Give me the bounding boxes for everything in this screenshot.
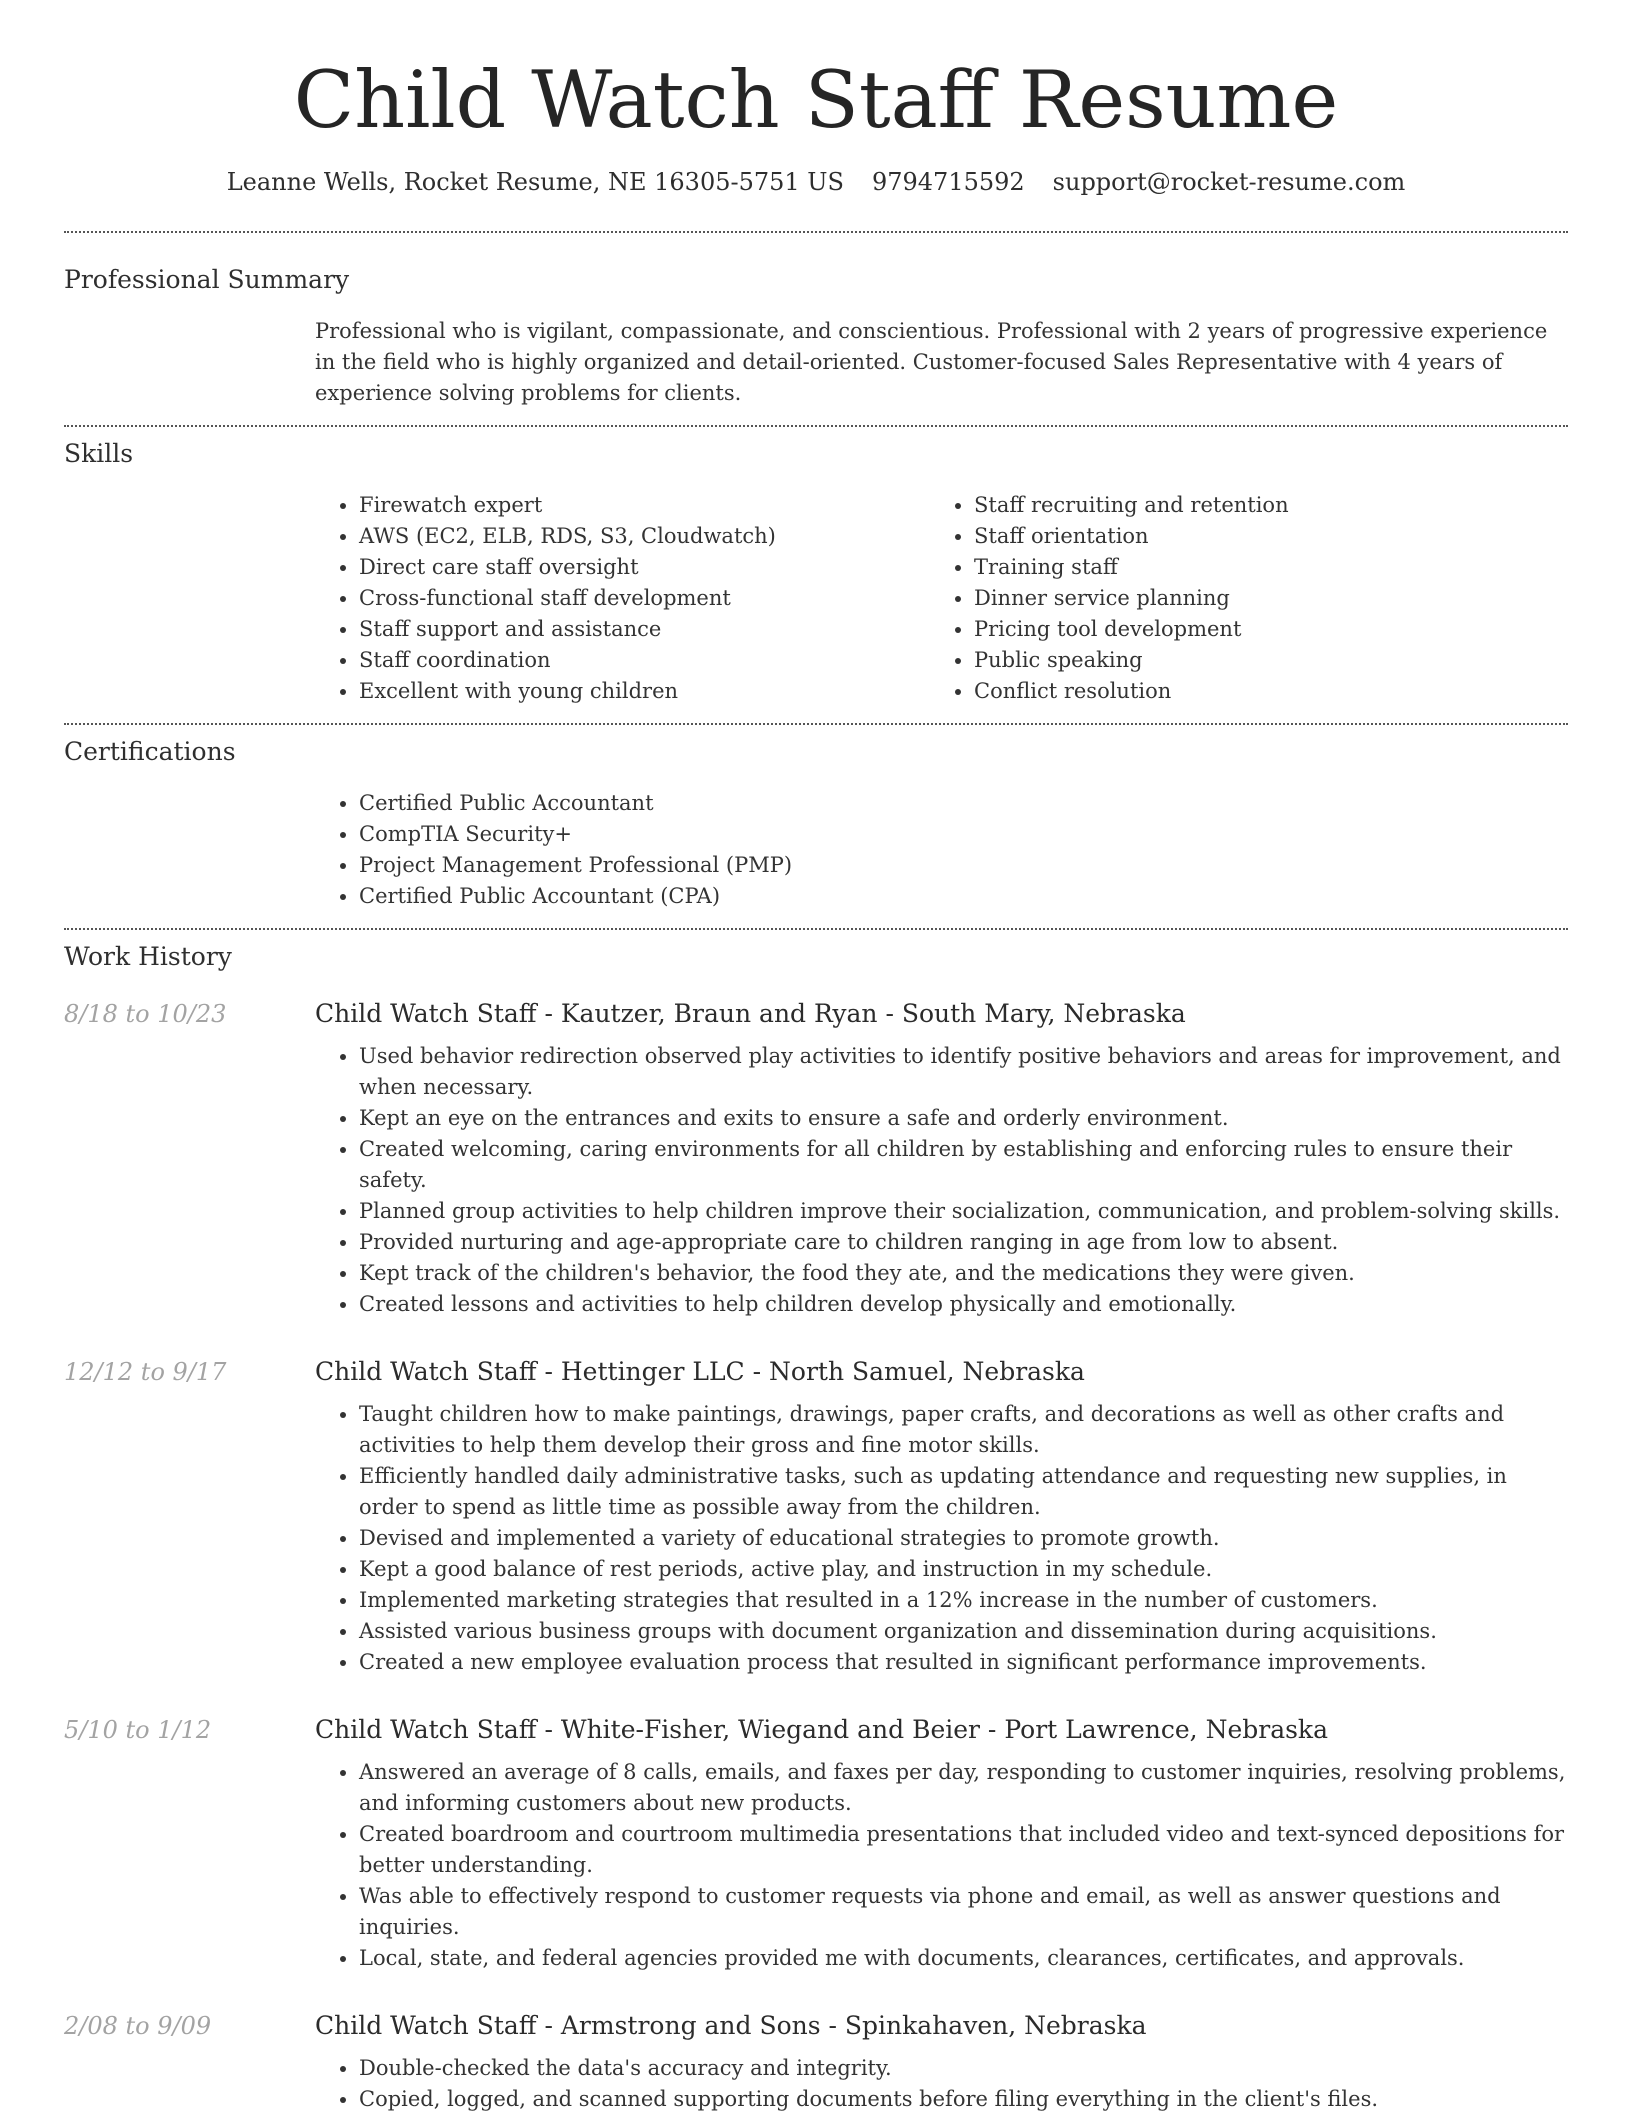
job-dates: 2/08 to 9/09 — [64, 2012, 212, 2040]
summary-heading: Professional Summary — [64, 265, 350, 294]
skill-item: • Staff coordination — [359, 645, 930, 676]
job-title: Child Watch Staff - Kautzer, Braun and Ryan - South Mary, Nebraska — [315, 999, 1186, 1028]
skill-item: • Staff orientation — [974, 521, 1545, 552]
job-bullet: • Local, state, and federal agencies provided me with documents, clearances, certificates, and approvals. — [359, 1943, 1568, 1974]
job-bullet: • Created lessons and activities to help children develop physically and emotionally. — [359, 1289, 1568, 1320]
job-dates: 12/12 to 9/17 — [64, 1358, 227, 1386]
job-entry — [64, 1355, 1568, 1678]
skills-left-column — [315, 490, 930, 707]
skills-right-column — [930, 490, 1545, 707]
work-history-heading: Work History — [64, 942, 232, 971]
resume-header — [64, 50, 1568, 198]
summary-text: Professional who is vigilant, compassionate, and conscientious. Professional with 2 years of progressive experience in the field who is highly organized and detail-oriented. Customer-focused Sales Representative with 4 years of experience solving problems for clients. — [315, 319, 1548, 405]
job-bullet: • Used behavior redirection observed play activities to identify positive behaviors and areas for improvement, and when necessary. — [359, 1041, 1568, 1103]
job-entry — [64, 2009, 1568, 2112]
job-title: Child Watch Staff - White-Fisher, Wiegand and Beier - Port Lawrence, Nebraska — [315, 1715, 1328, 1744]
job-bullet: • Taught children how to make paintings, drawings, paper crafts, and decorations as well as other crafts and activities to help them develop their gross and fine motor skills. — [359, 1399, 1568, 1461]
skill-item: • Public speaking — [974, 645, 1545, 676]
certifications-section — [64, 725, 1568, 928]
job-bullet: • Devised and implemented a variety of educational strategies to promote growth. — [359, 1523, 1568, 1554]
work-history-section — [64, 930, 1568, 2112]
job-bullet: • Was able to effectively respond to customer requests via phone and email, as well as answer questions and inquiries. — [359, 1881, 1568, 1943]
job-bullet: • Kept a good balance of rest periods, active play, and instruction in my schedule. — [359, 1554, 1568, 1585]
skills-heading: Skills — [64, 439, 134, 468]
skill-item: • Excellent with young children — [359, 676, 930, 707]
job-bullet: • Answered an average of 8 calls, emails, and faxes per day, responding to customer inquiries, resolving problems, and informing customers about new products. — [359, 1757, 1568, 1819]
skill-item: • Cross-functional staff development — [359, 583, 930, 614]
job-bullet: • Planned group activities to help children improve their socialization, communication, and problem-solving skills. — [359, 1196, 1568, 1227]
certifications-heading: Certifications — [64, 737, 236, 766]
certification-item: • Certified Public Accountant (CPA) — [359, 881, 1568, 912]
job-title: Child Watch Staff - Hettinger LLC - North Samuel, Nebraska — [315, 1357, 1085, 1386]
job-title: Child Watch Staff - Armstrong and Sons - Spinkahaven, Nebraska — [315, 2011, 1147, 2040]
job-bullet: • Provided nurturing and age-appropriate care to children ranging in age from low to absent. — [359, 1227, 1568, 1258]
job-entry — [64, 1713, 1568, 1974]
job-dates: 8/18 to 10/23 — [64, 1000, 227, 1028]
job-entry — [64, 997, 1568, 1320]
skill-item: • Dinner service planning — [974, 583, 1545, 614]
skill-item: • Pricing tool development — [974, 614, 1545, 645]
job-bullet: • Created welcoming, caring environments for all children by establishing and enforcing rules to ensure their safety. — [359, 1134, 1568, 1196]
summary-section — [64, 233, 1568, 425]
skills-section — [64, 427, 1568, 723]
contact-phone: 9794715592 — [871, 168, 1025, 196]
skill-item: • Direct care staff oversight — [359, 552, 930, 583]
job-bullet: • Created boardroom and courtroom multimedia presentations that included video and text-synced depositions for better understanding. — [359, 1819, 1568, 1881]
skill-item: • AWS (EC2, ELB, RDS, S3, Cloudwatch) — [359, 521, 930, 552]
certification-item: • Project Management Professional (PMP) — [359, 850, 1568, 881]
contact-address: Leanne Wells, Rocket Resume, NE 16305-5751 US — [226, 168, 844, 196]
job-dates: 5/10 to 1/12 — [64, 1716, 212, 1744]
skill-item: • Staff recruiting and retention — [974, 490, 1545, 521]
job-bullet: • Copied, logged, and scanned supporting documents before filing everything in the client's files. — [359, 2084, 1568, 2112]
job-bullet: • Assisted various business groups with document organization and dissemination during acquisitions. — [359, 1616, 1568, 1647]
certification-item: • Certified Public Accountant — [359, 788, 1568, 819]
skill-item: • Firewatch expert — [359, 490, 930, 521]
job-bullet: • Created a new employee evaluation process that resulted in significant performance improvements. — [359, 1647, 1568, 1678]
job-bullet: • Kept track of the children's behavior, the food they ate, and the medications they were given. — [359, 1258, 1568, 1289]
skill-item: • Training staff — [974, 552, 1545, 583]
job-bullet: • Double-checked the data's accuracy and integrity. — [359, 2053, 1568, 2084]
contact-email: support@rocket-resume.com — [1052, 168, 1406, 196]
contact-line — [64, 166, 1568, 198]
job-bullet: • Kept an eye on the entrances and exits to ensure a safe and orderly environment. — [359, 1103, 1568, 1134]
job-bullet: • Efficiently handled daily administrative tasks, such as updating attendance and requesting new supplies, in order to spend as little time as possible away from the children. — [359, 1461, 1568, 1523]
skill-item: • Staff support and assistance — [359, 614, 930, 645]
job-bullet: • Implemented marketing strategies that resulted in a 12% increase in the number of customers. — [359, 1585, 1568, 1616]
certification-item: • CompTIA Security+ — [359, 819, 1568, 850]
skill-item: • Conflict resolution — [974, 676, 1545, 707]
resume-title: Child Watch Staff Resume — [293, 54, 1339, 146]
